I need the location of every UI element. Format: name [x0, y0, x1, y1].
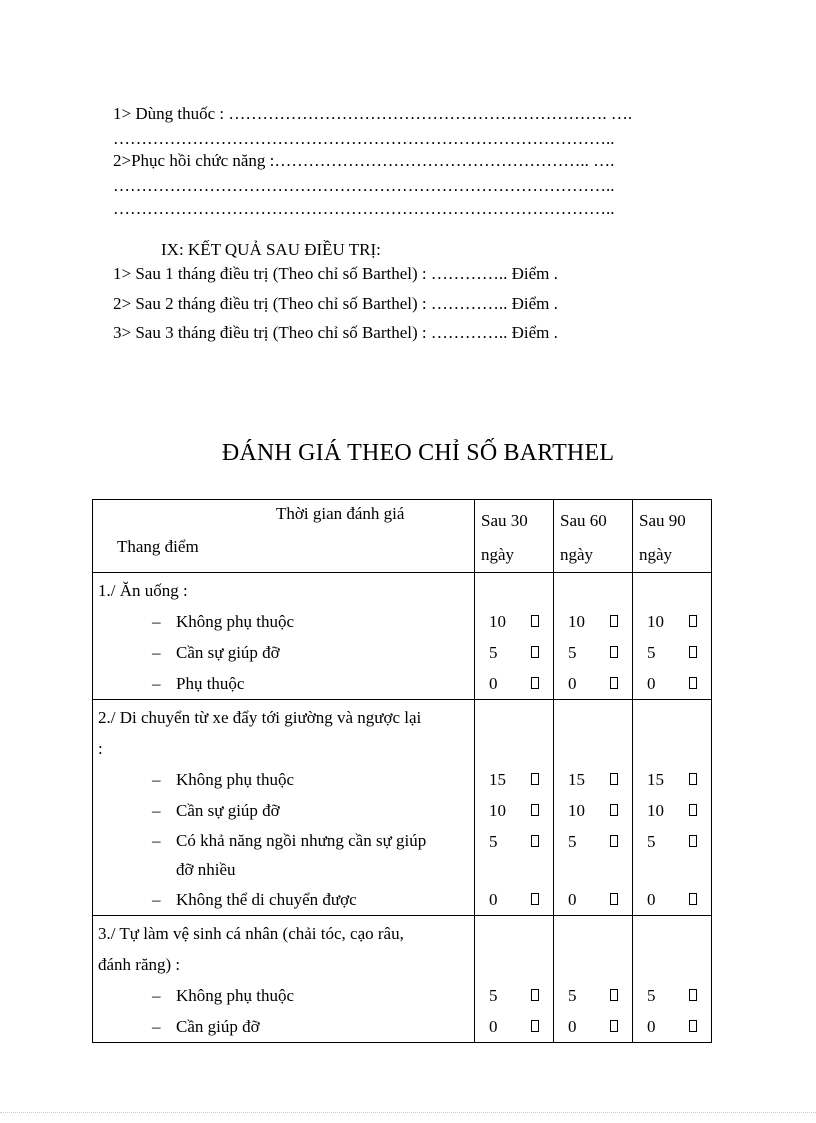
section-ix-heading: IX: KẾT QUẢ SAU ĐIỀU TRỊ:	[161, 240, 381, 259]
checkbox[interactable]	[531, 615, 539, 627]
score-value: 5	[647, 643, 656, 662]
checkbox[interactable]	[610, 615, 618, 627]
score-value: 15	[647, 770, 664, 789]
score-value: 10	[489, 612, 506, 631]
checkbox[interactable]	[531, 989, 539, 1001]
col-90-header	[633, 500, 712, 573]
score-value: 10	[647, 612, 664, 631]
section-row	[93, 700, 712, 916]
checkbox[interactable]	[689, 989, 697, 1001]
item-label: Cần giúp đỡ	[176, 1017, 260, 1036]
score-value: 5	[568, 986, 577, 1005]
barthel-table	[92, 499, 712, 1043]
checkbox[interactable]	[610, 989, 618, 1001]
result-month-1: 1> Sau 1 tháng điều trị (Theo chỉ số Barthel) : ………….. Điểm .	[113, 264, 558, 283]
bullet-dash: –	[152, 1017, 161, 1036]
score-cell	[475, 700, 554, 916]
checkbox[interactable]	[531, 835, 539, 847]
checkbox[interactable]	[689, 615, 697, 627]
result-month-2: 2> Sau 2 tháng điều trị (Theo chỉ số Barthel) : ………….. Điểm .	[113, 294, 558, 313]
score-cell	[633, 573, 712, 700]
checkbox[interactable]	[610, 1020, 618, 1032]
checkbox[interactable]	[531, 646, 539, 658]
checkbox[interactable]	[689, 677, 697, 689]
checkbox[interactable]	[610, 773, 618, 785]
checkbox[interactable]	[531, 804, 539, 816]
bullet-dash: –	[152, 801, 161, 820]
section-title-cont: đánh răng) :	[98, 955, 181, 974]
checkbox[interactable]	[689, 773, 697, 785]
score-value: 0	[568, 890, 577, 909]
bullet-dash: –	[152, 831, 161, 850]
section-title-cont: :	[98, 739, 103, 758]
table-header-row	[93, 500, 712, 573]
score-value: 0	[489, 674, 498, 693]
rehab-line-cont2: ……………………………………………………………………………..	[113, 199, 615, 218]
score-value: 5	[568, 832, 577, 851]
section-cell	[93, 573, 475, 700]
col-60-header	[554, 500, 633, 573]
checkbox[interactable]	[531, 773, 539, 785]
section-title: 3./ Tự làm vệ sinh cá nhân (chải tóc, cạo râu,	[98, 924, 404, 943]
checkbox[interactable]	[689, 1020, 697, 1032]
bullet-dash: –	[152, 612, 161, 631]
list-item	[98, 980, 474, 1011]
result-month-3: 3> Sau 3 tháng điều trị (Theo chỉ số Barthel) : ………….. Điểm .	[113, 323, 558, 342]
list-item	[98, 637, 474, 668]
item-label: Không phụ thuộc	[176, 986, 295, 1005]
score-value: 15	[568, 770, 585, 789]
score-value: 0	[647, 1017, 656, 1036]
score-value: 0	[647, 890, 656, 909]
checkbox[interactable]	[689, 646, 697, 658]
checkbox[interactable]	[531, 1020, 539, 1032]
bullet-dash: –	[152, 643, 161, 662]
score-value: 5	[489, 986, 498, 1005]
score-value: 5	[489, 643, 498, 662]
list-item	[98, 795, 474, 826]
section-title: 2./ Di chuyển từ xe đẩy tới giường và ngược lại	[98, 708, 422, 727]
score-value: ngày	[639, 545, 673, 564]
score-cell	[554, 573, 633, 700]
checkbox[interactable]	[610, 646, 618, 658]
header-label-cell	[93, 500, 475, 573]
score-value: 10	[568, 612, 585, 631]
score-value: 0	[647, 674, 656, 693]
score-value: 10	[489, 801, 506, 820]
rehab-line-cont1: ……………………………………………………………………………..	[113, 176, 615, 195]
item-label: Không phụ thuộc	[176, 612, 295, 631]
medication-line-cont: ……………………………………………………………………………..	[113, 129, 615, 148]
score-value: 5	[568, 643, 577, 662]
score-value: Sau 90	[639, 511, 686, 530]
score-value: 5	[647, 986, 656, 1005]
bullet-dash: –	[152, 674, 161, 693]
medication-line: 1> Dùng thuốc : …………………………………………………………. ….	[113, 104, 633, 123]
section-cell	[93, 916, 475, 1043]
score-value: 0	[489, 1017, 498, 1036]
checkbox[interactable]	[610, 893, 618, 905]
checkbox[interactable]	[689, 804, 697, 816]
score-cell	[633, 700, 712, 916]
list-item	[98, 764, 474, 795]
item-label: đỡ nhiều	[176, 860, 236, 879]
bullet-dash: –	[152, 890, 161, 909]
bullet-dash: –	[152, 986, 161, 1005]
checkbox[interactable]	[610, 804, 618, 816]
score-value: Sau 60	[560, 511, 607, 530]
score-value: 15	[489, 770, 506, 789]
score-value: 10	[647, 801, 664, 820]
list-item	[98, 668, 474, 699]
score-value: 10	[568, 801, 585, 820]
bullet-dash: –	[152, 770, 161, 789]
section-cell	[93, 700, 475, 916]
list-item	[98, 606, 474, 637]
checkbox[interactable]	[610, 835, 618, 847]
item-label: Có khả năng ngồi nhưng cần sự giúp	[176, 831, 427, 850]
score-value: 5	[647, 832, 656, 851]
list-item	[98, 884, 474, 915]
score-cell	[554, 916, 633, 1043]
score-value: 0	[568, 674, 577, 693]
score-value: 0	[568, 1017, 577, 1036]
barthel-title: ĐÁNH GIÁ THEO CHỈ SỐ BARTHEL	[221, 440, 615, 466]
checkbox[interactable]	[610, 677, 618, 689]
item-label: Không thể di chuyển được	[176, 890, 357, 909]
score-cell	[475, 916, 554, 1043]
checkbox[interactable]	[689, 835, 697, 847]
checkbox[interactable]	[689, 893, 697, 905]
score-value: ngày	[560, 545, 594, 564]
section-row	[93, 916, 712, 1043]
item-label: Cần sự giúp đỡ	[176, 801, 280, 820]
score-value: 5	[489, 832, 498, 851]
list-item	[98, 1011, 474, 1042]
item-label: Không phụ thuộc	[176, 770, 295, 789]
score-value: 0	[489, 890, 498, 909]
item-label: Phụ thuộc	[176, 674, 245, 693]
score-cell	[475, 573, 554, 700]
section-title: 1./ Ăn uống :	[98, 581, 188, 600]
score-cell	[554, 700, 633, 916]
header-scale: Thang điểm	[117, 537, 199, 556]
rehab-line: 2>Phục hồi chức năng :……………………………………………….. ….	[113, 151, 615, 170]
score-value: Sau 30	[481, 511, 528, 530]
score-cell	[633, 916, 712, 1043]
col-30-header	[475, 500, 554, 573]
section-row	[93, 573, 712, 700]
checkbox[interactable]	[531, 893, 539, 905]
checkbox[interactable]	[531, 677, 539, 689]
score-value: ngày	[481, 545, 515, 564]
page-bottom-divider	[0, 1112, 816, 1113]
header-time: Thời gian đánh giá	[276, 504, 405, 523]
item-label: Cần sự giúp đỡ	[176, 643, 280, 662]
list-item	[98, 826, 474, 884]
